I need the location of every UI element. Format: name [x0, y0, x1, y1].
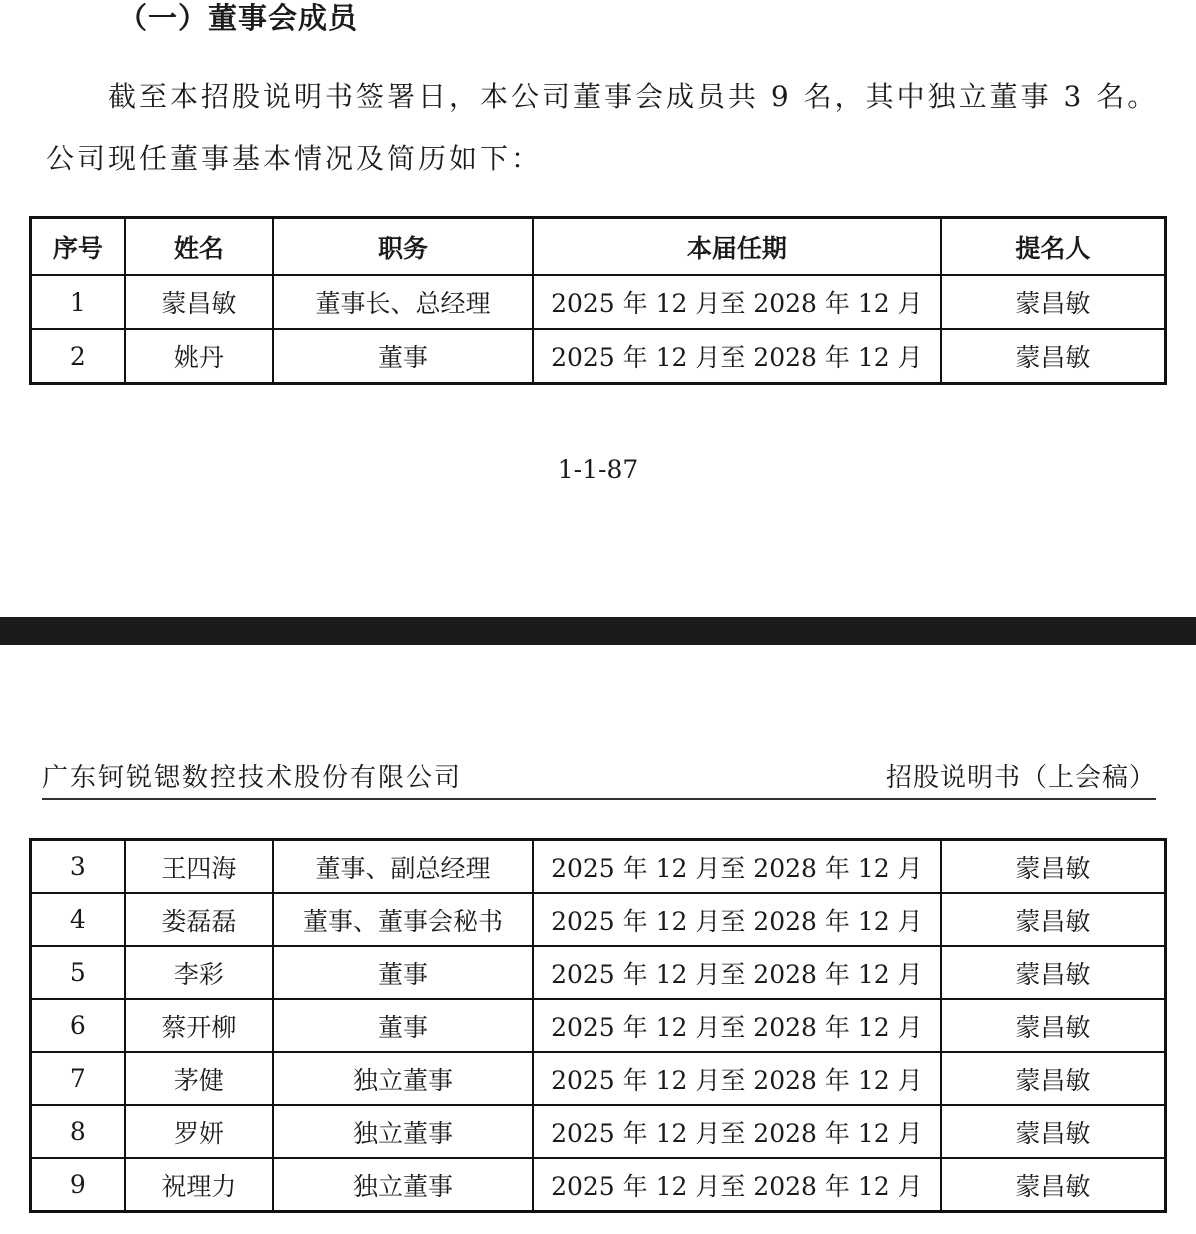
cell-name: 李彩 — [125, 946, 273, 999]
cell-position: 独立董事 — [273, 1052, 533, 1105]
header-position: 职务 — [273, 218, 533, 276]
cell-position: 独立董事 — [273, 1105, 533, 1158]
running-header — [42, 758, 1156, 800]
cell-term: 2025 年 12 月至 2028 年 12 月 — [533, 893, 941, 946]
cell-term: 2025 年 12 月至 2028 年 12 月 — [533, 1158, 941, 1212]
cell-index: 3 — [31, 840, 125, 894]
cell-index: 6 — [31, 999, 125, 1052]
cell-name: 茅健 — [125, 1052, 273, 1105]
cell-nominator: 蒙昌敏 — [941, 1158, 1166, 1212]
cell-index: 1 — [31, 275, 125, 329]
cell-name: 娄磊磊 — [125, 893, 273, 946]
cell-position: 董事 — [273, 999, 533, 1052]
board-members-table-part1 — [29, 216, 1167, 385]
cell-name: 蔡开柳 — [125, 999, 273, 1052]
cell-position: 董事 — [273, 946, 533, 999]
cell-index: 2 — [31, 329, 125, 384]
table-row — [31, 275, 1166, 329]
cell-nominator: 蒙昌敏 — [941, 1052, 1166, 1105]
cell-position: 独立董事 — [273, 1158, 533, 1212]
header-index: 序号 — [31, 218, 125, 276]
table-row — [31, 840, 1166, 894]
table-header-row — [31, 218, 1166, 276]
document-type: 招股说明书（上会稿） — [885, 763, 1156, 793]
cell-nominator: 蒙昌敏 — [941, 275, 1166, 329]
cell-position: 董事长、总经理 — [273, 275, 533, 329]
cell-term: 2025 年 12 月至 2028 年 12 月 — [533, 946, 941, 999]
table-row — [31, 1105, 1166, 1158]
cell-position: 董事、董事会秘书 — [273, 893, 533, 946]
cell-index: 9 — [31, 1158, 125, 1212]
cell-term: 2025 年 12 月至 2028 年 12 月 — [533, 329, 941, 384]
header-nominator: 提名人 — [941, 218, 1166, 276]
table-row — [31, 893, 1166, 946]
table-row — [31, 329, 1166, 384]
cell-name: 罗妍 — [125, 1105, 273, 1158]
intro-paragraph-line1: 截至本招股说明书签署日，本公司董事会成员共 9 名，其中独立董事 3 名。 — [108, 80, 1159, 113]
cell-nominator: 蒙昌敏 — [941, 329, 1166, 384]
table-row — [31, 946, 1166, 999]
cell-term: 2025 年 12 月至 2028 年 12 月 — [533, 840, 941, 894]
cell-index: 8 — [31, 1105, 125, 1158]
cell-name: 姚丹 — [125, 329, 273, 384]
cell-term: 2025 年 12 月至 2028 年 12 月 — [533, 275, 941, 329]
cell-term: 2025 年 12 月至 2028 年 12 月 — [533, 1052, 941, 1105]
board-members-table-part2 — [29, 838, 1167, 1213]
cell-nominator: 蒙昌敏 — [941, 1105, 1166, 1158]
cell-term: 2025 年 12 月至 2028 年 12 月 — [533, 999, 941, 1052]
table-row — [31, 1158, 1166, 1212]
intro-paragraph-line2: 公司现任董事基本情况及简历如下： — [46, 142, 543, 175]
page-number: 1-1-87 — [557, 455, 639, 484]
header-term: 本届任期 — [533, 218, 941, 276]
page-break-divider — [0, 617, 1196, 645]
cell-nominator: 蒙昌敏 — [941, 946, 1166, 999]
section-title: （一）董事会成员 — [118, 1, 359, 35]
cell-index: 4 — [31, 893, 125, 946]
header-name: 姓名 — [125, 218, 273, 276]
cell-index: 5 — [31, 946, 125, 999]
cell-name: 祝理力 — [125, 1158, 273, 1212]
table-row — [31, 999, 1166, 1052]
cell-nominator: 蒙昌敏 — [941, 840, 1166, 894]
table-row — [31, 1052, 1166, 1105]
cell-term: 2025 年 12 月至 2028 年 12 月 — [533, 1105, 941, 1158]
cell-position: 董事 — [273, 329, 533, 384]
cell-nominator: 蒙昌敏 — [941, 999, 1166, 1052]
cell-position: 董事、副总经理 — [273, 840, 533, 894]
cell-name: 蒙昌敏 — [125, 275, 273, 329]
cell-nominator: 蒙昌敏 — [941, 893, 1166, 946]
cell-name: 王四海 — [125, 840, 273, 894]
company-name: 广东钶锐锶数控技术股份有限公司 — [42, 763, 463, 793]
cell-index: 7 — [31, 1052, 125, 1105]
